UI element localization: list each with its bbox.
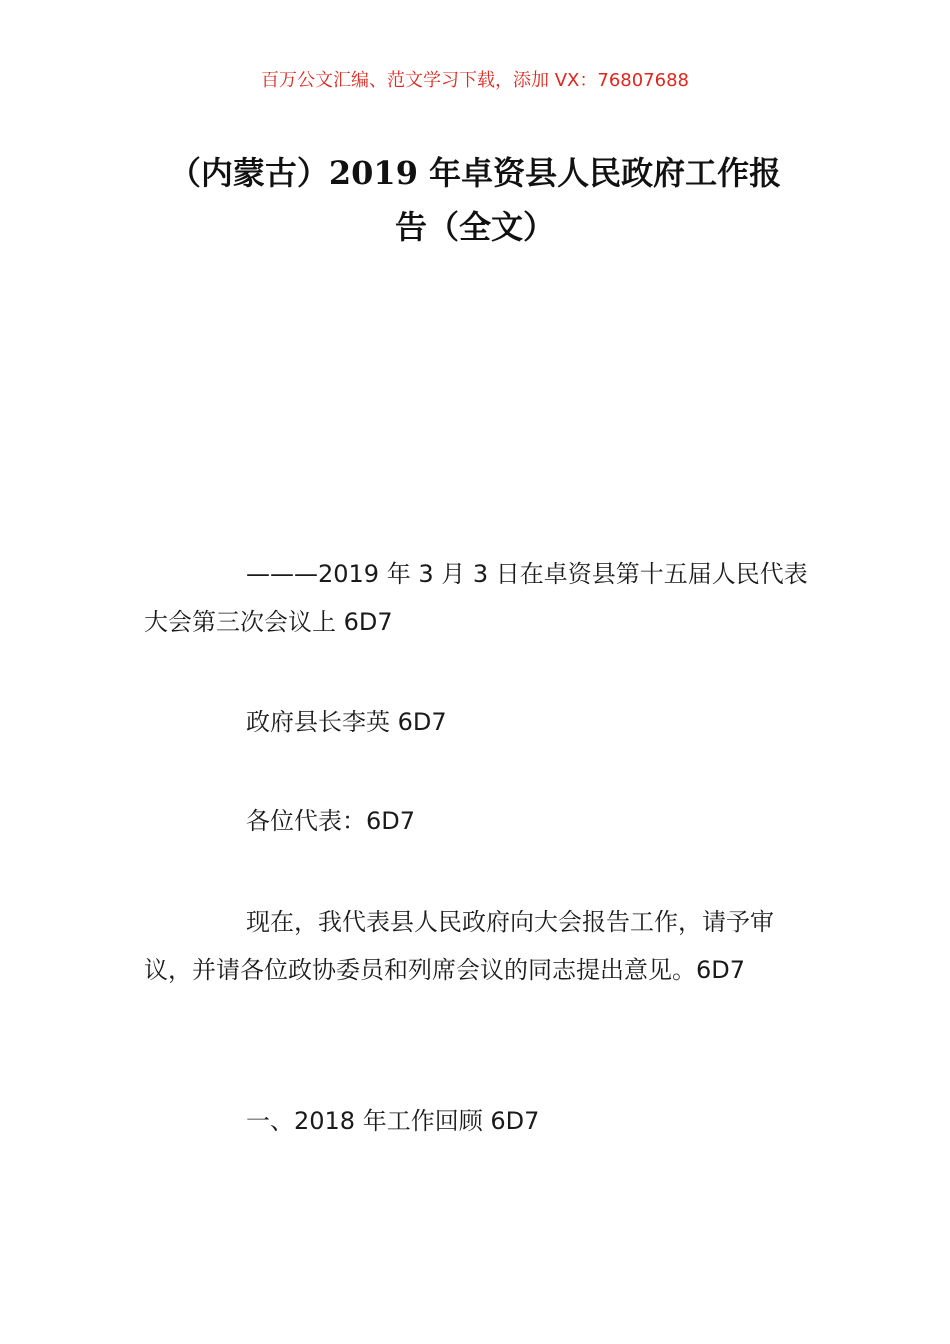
section-heading-1: 一、2018 年工作回顾 6D7 xyxy=(246,1107,540,1135)
header-promo-note: 百万公文汇编、范文学习下载，添加 VX：76807688 xyxy=(261,70,689,91)
paragraph-dateline: ———2019 年 3 月 3 日在卓资县第十五届人民代表大会第三次会议上 6D7 xyxy=(144,560,808,636)
title-line-2: 告（全文） xyxy=(394,208,555,246)
paragraph-salutation: 各位代表：6D7 xyxy=(246,807,416,835)
paragraph-speaker: 政府县长李英 6D7 xyxy=(246,708,447,736)
document-title xyxy=(130,146,820,254)
paragraph-intro: 现在，我代表县人民政府向大会报告工作，请予审议，并请各位政协委员和列席会议的同志提出意见。6D7 xyxy=(144,908,774,984)
title-line-1: （内蒙古）2019 年卓资县人民政府工作报 xyxy=(168,154,782,192)
